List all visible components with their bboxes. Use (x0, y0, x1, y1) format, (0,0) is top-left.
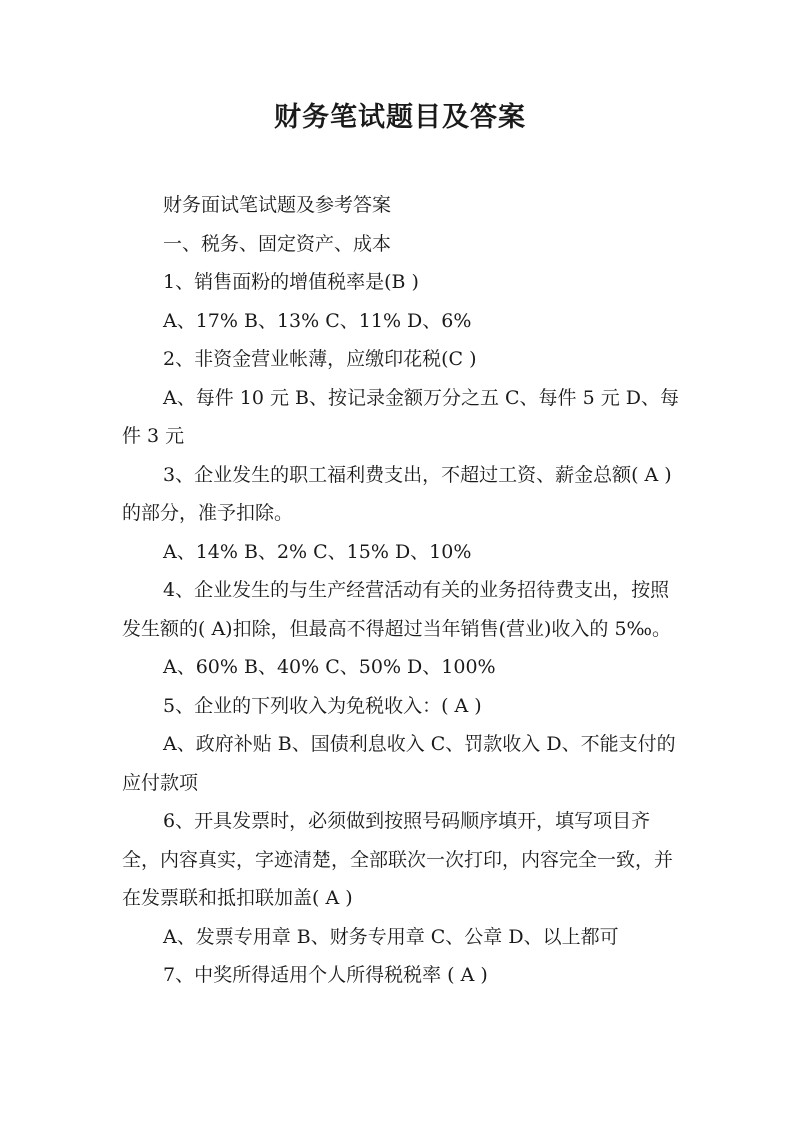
paragraph-options-2: A、每件 10 元 B、按记录金额万分之五 C、每件 5 元 D、每件 3 元 (122, 386, 679, 447)
paragraph-options-4: A、60% B、40% C、50% D、100% (163, 656, 496, 678)
paragraph-subtitle: 财务面试笔试题及参考答案 (163, 194, 392, 216)
paragraph-question-5: 5、企业的下列收入为免税收入：( A ) (163, 694, 482, 717)
document-body (122, 186, 682, 995)
paragraph-question-6: 6、开具发票时，必须做到按照号码顺序填开，填写项目齐全，内容真实，字迹清楚，全部联次一次打印，内容完全一致，并在发票联和抵扣联加盖( A ) (122, 810, 674, 909)
paragraph-question-3: 3、企业发生的职工福利费支出，不超过工资、薪金总额( A )的部分，准予扣除。 (122, 463, 672, 524)
paragraph-question-7: 7、中奖所得适用个人所得税税率 ( A ) (163, 964, 488, 986)
paragraph-options-6: A、发票专用章 B、财务专用章 C、公章 D、以上都可 (163, 925, 619, 948)
paragraph-question-2: 2、非资金营业帐薄，应缴印花税(C ) (163, 348, 477, 370)
paragraph-question-4: 4、企业发生的与生产经营活动有关的业务招待费支出，按照发生额的( A)扣除，但最高不得超过当年销售(营业)收入的 5‰。 (122, 579, 672, 640)
paragraph-question-1: 1、销售面粉的增值税率是(B ) (163, 271, 419, 293)
paragraph-options-1: A、17% B、13% C、11% D、6% (163, 309, 472, 332)
paragraph-options-5: A、政府补贴 B、国债利息收入 C、罚款收入 D、不能支付的应付款项 (122, 733, 676, 794)
paragraph-options-3: A、14% B、2% C、15% D、10% (163, 540, 472, 563)
page-title: 财务笔试题目及答案 (274, 102, 526, 133)
paragraph-section-heading: 一、税务、固定资产、成本 (163, 232, 392, 255)
